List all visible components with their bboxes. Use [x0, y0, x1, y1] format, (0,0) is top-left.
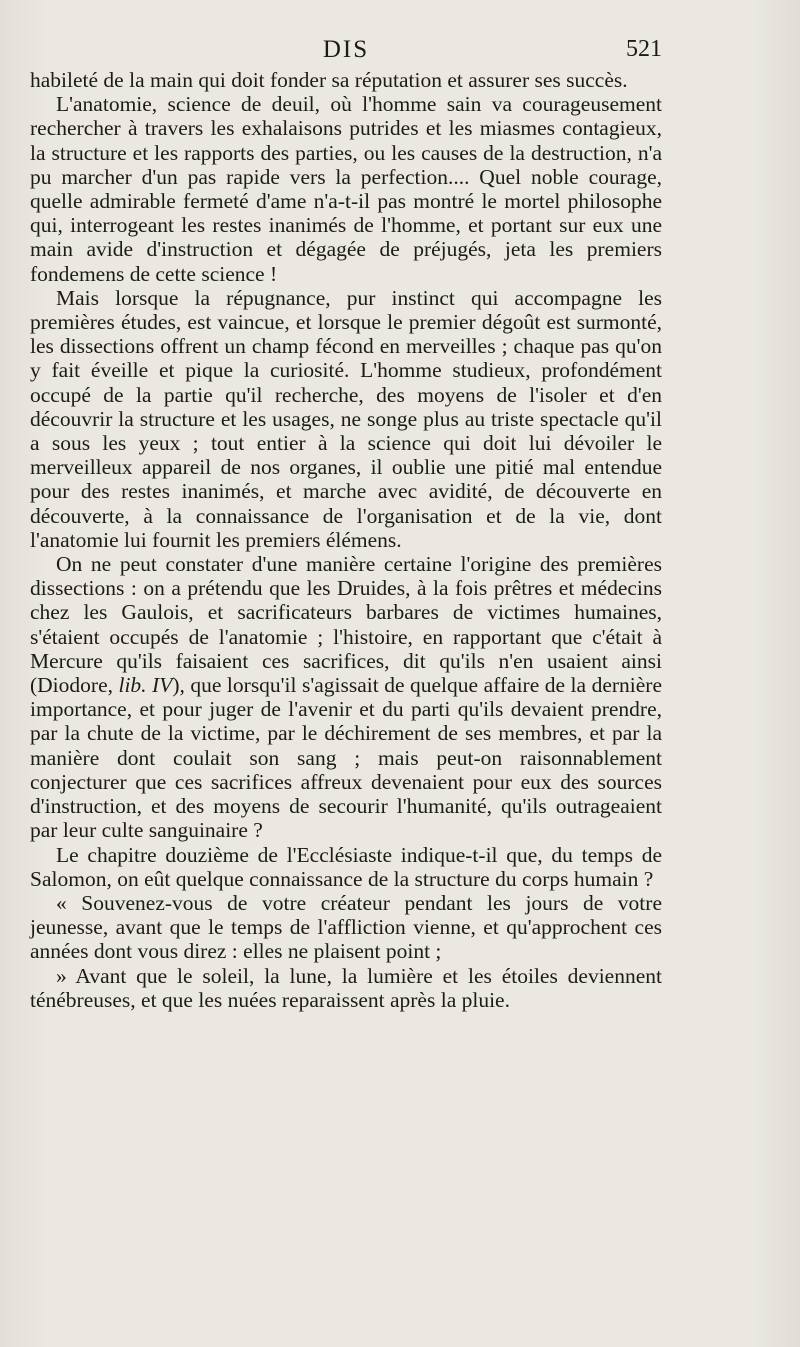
quote-paragraph-1: « Souvenez-vous de votre créateur pendant les jours de votre jeunesse, avant que le temps de l'affliction vienne, et qu'approchent ces années dont vous direz : elles ne plaisent point ;	[30, 890, 662, 964]
paragraph-druids	[30, 552, 662, 842]
paragraph-anatomy: L'anatomie, science de deuil, où l'homme sain va courageusement rechercher à travers les exhalaisons putrides et les miasmes contagieux, la structure et les rapports des parties, ou les causes de la destruction, n'a pu marcher d'un pas rapide vers la perfection.... Quel noble courage, quelle admirable fermeté d'ame n'a-t-il pas montré le mortel philosophe qui, interrogeant les restes inanimés de l'homme, et portant sur eux une main avide d'instruction et dégagée de préjugés, jeta les premiers fondemens de cette science !	[30, 92, 662, 286]
paragraph-ecclesiastes: Le chapitre douzième de l'Ecclésiaste indique-t-il que, du temps de Salomon, on eût quelque connaissance de la structure du corps humain ?	[30, 842, 662, 891]
quote-paragraph-2: » Avant que le soleil, la lune, la lumière et les étoiles deviennent ténébreuses, et que les nuées reparaissent après la pluie.	[30, 963, 662, 1012]
page-header	[30, 36, 662, 66]
druids-text-after: ), que lorsqu'il s'agissait de quelque affaire de la dernière importance, et pour juger de l'avenir et du parti qu'ils devaient prendre, par la chute de la victime, par le déchirement de ses membres, et par la manière dont coulait son sang ; mais peut-on raisonnablement conjecturer que ces sacrifices affreux devenaient pour eux des sources d'instruction, et des moyens de secourir l'humanité, qu'ils outrageaient par leur culte sanguinaire ?	[30, 673, 662, 843]
running-head: DIS	[322, 36, 370, 63]
paragraph-repugnance: Mais lorsque la répugnance, pur instinct qui accompagne les premières études, est vaincue, et lorsque le premier dégoût est surmonté, les dissections offrent un champ fécond en merveilles ; chaque pas qu'on y fait éveille et pique la curiosité. L'homme studieux, profondément occupé de la partie qu'il recherche, des moyens de l'isoler et d'en découvrir la structure et les usages, ne songe plus au triste spectacle qu'il a sous les yeux ; tout entier à la science qui doit lui dévoiler le merveilleux appareil de nos organes, il oublie une pitié mal entendue pour des restes inanimés, et marche avec avidité, de découverte en découverte, à la connaissance de l'organisation et de la vie, dont l'anatomie lui fournit les premiers élémens.	[30, 285, 662, 552]
druids-citation: lib. IV	[118, 673, 173, 698]
druids-text-before: On ne peut constater d'une manière certaine l'origine des premières dissections : on a prétendu que les Druides, à la fois prêtres et médecins chez les Gaulois, et sacrificateurs barbares de victimes humaines, s'étaient occupés de l'anatomie ; l'histoire, en rapportant que c'était à Mercure qu'ils faisaient ces sacrifices, dit qu'ils n'en usaient ainsi (Diodore,	[30, 552, 662, 698]
page-number: 521	[626, 36, 662, 62]
paragraph-continuation: habileté de la main qui doit fonder sa réputation et assurer ses succès.	[30, 68, 628, 92]
body-text	[30, 68, 662, 1012]
